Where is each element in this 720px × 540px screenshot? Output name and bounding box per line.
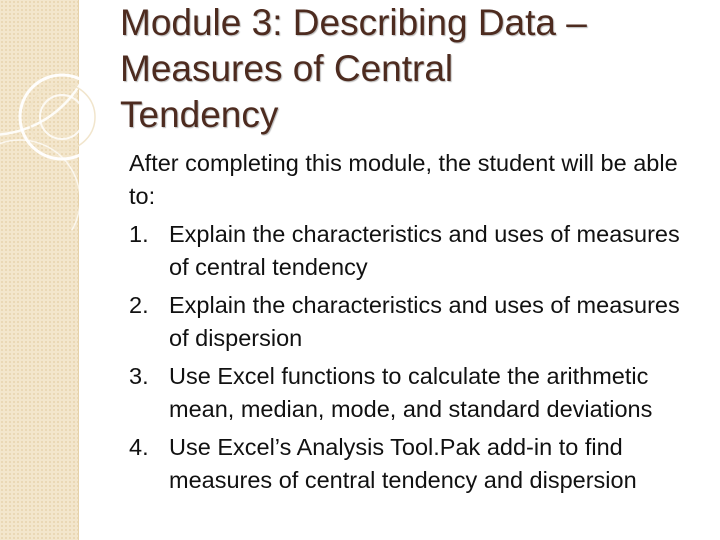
objective-number: 3. — [129, 363, 149, 389]
objective-text: Use Excel functions to calculate the arithmetic mean, median, mode, and standard deviations — [169, 363, 653, 422]
objective-text: Use Excel’s Analysis Tool.Pak add-in to find measures of central tendency and dispersion — [169, 434, 637, 493]
title-line: Measures of Central — [120, 48, 454, 89]
intro-text: After completing this module, the student will be able to: — [129, 150, 678, 209]
decorative-sidebar — [0, 0, 79, 540]
objective-item — [129, 360, 699, 425]
objective-item — [129, 289, 699, 354]
objective-item — [129, 218, 699, 283]
objective-number: 2. — [129, 292, 149, 318]
objective-item — [129, 431, 699, 496]
objective-number: 1. — [129, 221, 149, 247]
objective-text: Explain the characteristics and uses of measures of dispersion — [169, 292, 680, 351]
title-line: Module 3: Describing Data – — [120, 2, 587, 43]
title-line: Tendency — [120, 94, 279, 135]
objectives-list — [129, 218, 699, 496]
slide-body — [129, 147, 699, 502]
slide-title — [120, 0, 700, 138]
objective-number: 4. — [129, 434, 149, 460]
objective-text: Explain the characteristics and uses of measures of central tendency — [169, 221, 680, 280]
